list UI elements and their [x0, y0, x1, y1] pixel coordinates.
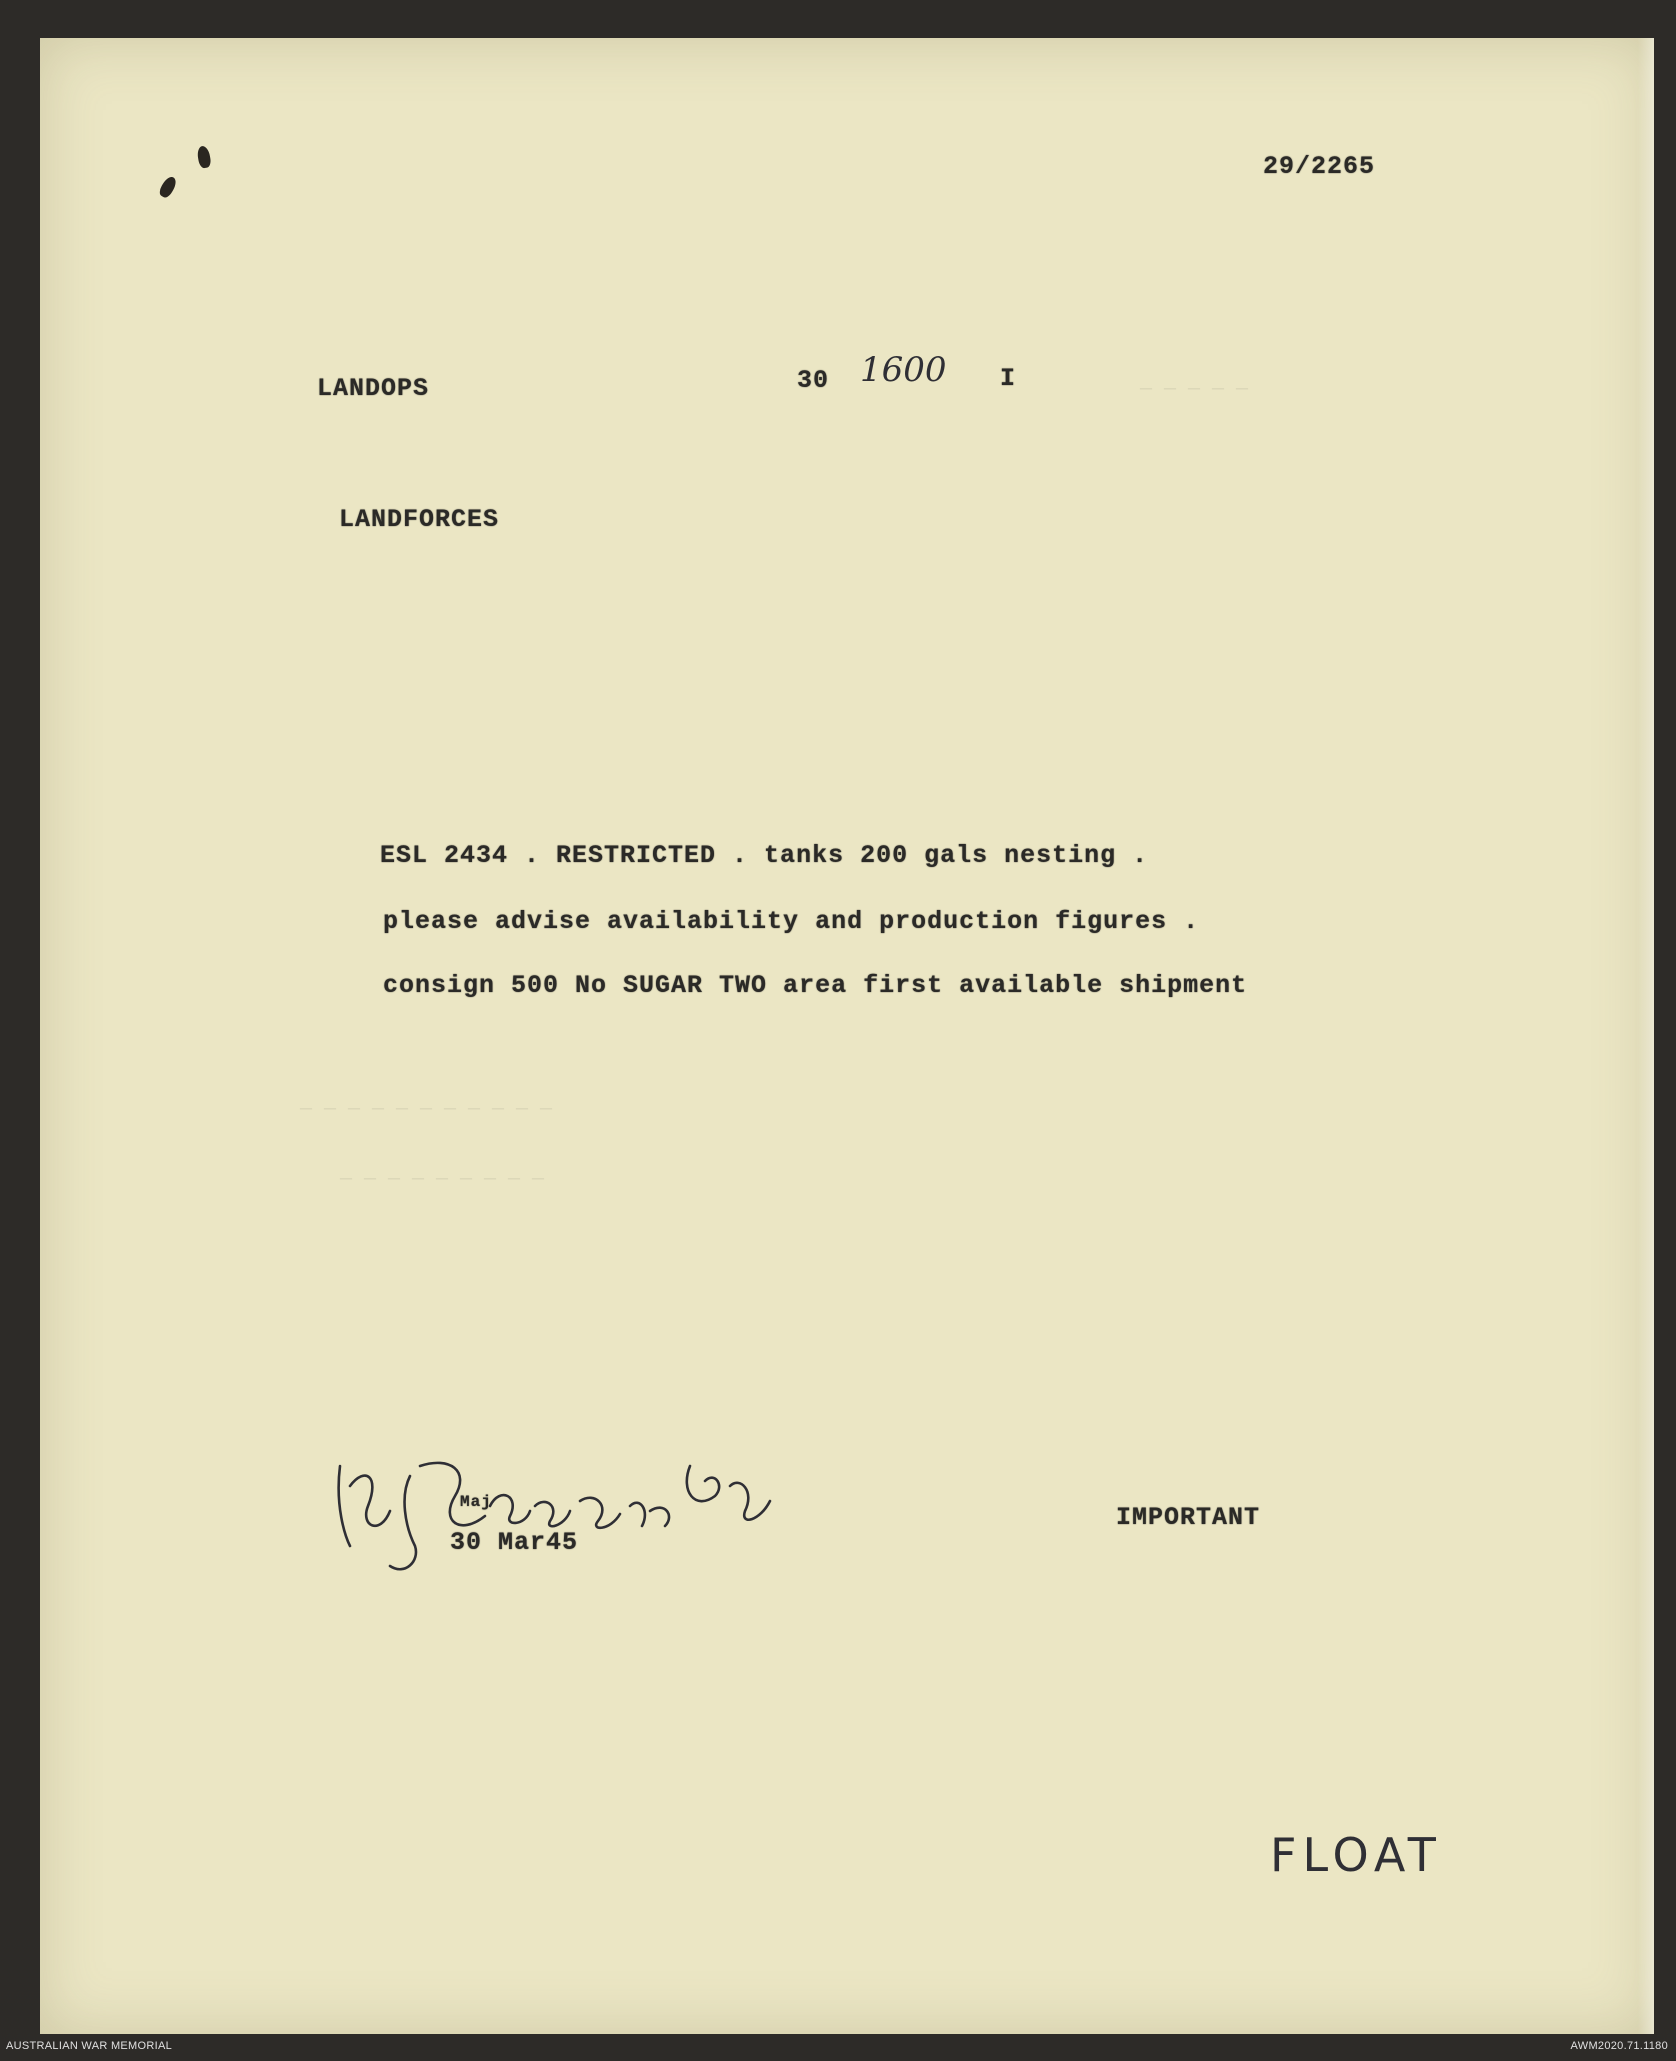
serial-handwritten: 1600 [860, 350, 947, 390]
priority-label: IMPORTANT [1116, 1503, 1261, 1532]
document-page [40, 38, 1654, 2034]
show-through-text: — — — — — — — — — — — [300, 1098, 553, 1121]
serial-prefix: 30 [797, 366, 830, 395]
to-address: LANDFORCES [339, 505, 500, 534]
signature-rank: Maj [460, 1493, 492, 1511]
show-through-text: — — — — — — — — — [340, 1168, 545, 1191]
serial-suffix: I [1000, 364, 1017, 393]
archive-credit: AUSTRALIAN WAR MEMORIAL [6, 2040, 173, 2052]
date-time-group: 30 Mar45 [450, 1528, 579, 1557]
punch-hole-icon [157, 174, 178, 199]
punch-hole-icon [196, 145, 212, 169]
archive-id: AWM2020.71.1180 [1570, 2040, 1668, 2052]
signature-icon [320, 1426, 780, 1586]
file-reference: 29/2265 [1263, 152, 1376, 181]
show-through-text: — — — — — [1140, 378, 1249, 401]
message-line: ESL 2434 . RESTRICTED . tanks 200 gals nesting . [380, 841, 1149, 870]
handwritten-note: FLOAT [1270, 1828, 1442, 1882]
message-line: please advise availability and production figures . [383, 907, 1200, 936]
from-address: LANDOPS [317, 374, 430, 403]
message-line: consign 500 No SUGAR TWO area first available shipment [383, 971, 1248, 1000]
paper-edge [1638, 38, 1654, 2034]
